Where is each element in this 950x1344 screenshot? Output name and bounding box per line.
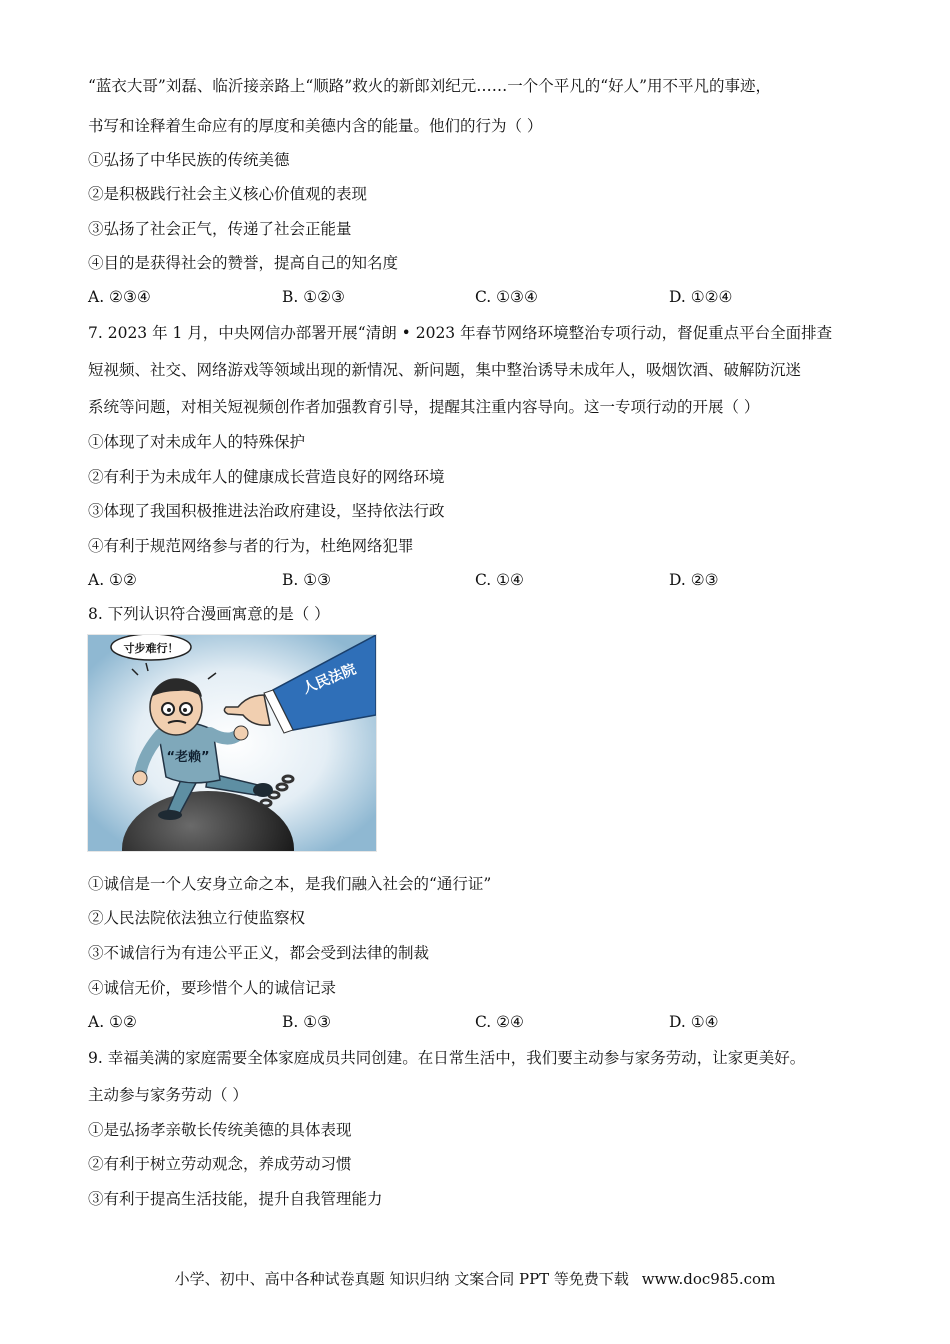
q7-stem-line-3: 系统等问题，对相关短视频创作者加强教育引导，提醒其注重内容导向。这一专项行动的开展（ ） — [88, 398, 760, 416]
q7-item-3: ③体现了我国积极推进法治政府建设，坚持依法行政 — [88, 502, 445, 520]
q7-option-d[interactable]: D. ②③ — [669, 571, 719, 589]
footer-link[interactable]: www.doc985.com — [641, 1270, 776, 1288]
q8-item-2: ②人民法院依法独立行使监察权 — [88, 909, 306, 927]
q6-option-a[interactable]: A. ②③④ — [88, 288, 151, 306]
cartoon-image — [87, 634, 377, 852]
page-footer — [0, 1268, 950, 1289]
q8-item-3: ③不诚信行为有违公平正义，都会受到法律的制裁 — [88, 944, 430, 962]
footer-text: 小学、初中、高中各种试卷真题 知识归纳 文案合同 PPT 等免费下载 — [174, 1270, 629, 1288]
q7-item-2: ②有利于为未成年人的健康成长营造良好的网络环境 — [88, 468, 445, 486]
q6-item-1: ①弘扬了中华民族的传统美德 — [88, 151, 290, 169]
q7-stem-line-2: 短视频、社交、网络游戏等领域出现的新情况、新问题，集中整治诱导未成年人，吸烟饮酒、破解防沉迷 — [88, 361, 802, 379]
q7-stem-line-1: 7. 2023 年 1 月，中央网信办部署开展“清朗 • 2023 年春节网络环境整治专项行动，督促重点平台全面排查 — [88, 324, 833, 342]
q7-item-1: ①体现了对未成年人的特殊保护 — [88, 433, 306, 451]
shirt-label: “老赖” — [166, 750, 210, 765]
q9-stem-line-2: 主动参与家务劳动（ ） — [88, 1086, 248, 1104]
q8-item-4: ④诚信无价，要珍惜个人的诚信记录 — [88, 979, 337, 997]
q6-item-4: ④目的是获得社会的赞誉，提高自己的知名度 — [88, 254, 399, 272]
q8-option-a[interactable]: A. ①② — [88, 1013, 137, 1031]
q8-option-d[interactable]: D. ①④ — [669, 1013, 719, 1031]
q8-option-c[interactable]: C. ②④ — [475, 1013, 524, 1031]
q8-option-b[interactable]: B. ①③ — [282, 1013, 332, 1031]
q6-stem-line-1: “蓝衣大哥”刘磊、临沂接亲路上“顺路”救火的新郎刘纪元……一个个平凡的“好人”用不平凡的事迹， — [88, 77, 772, 95]
q7-option-b[interactable]: B. ①③ — [282, 571, 332, 589]
q7-option-a[interactable]: A. ①② — [88, 571, 137, 589]
q9-stem-line-1: 9. 幸福美满的家庭需要全体家庭成员共同创建。在日常生活中，我们要主动参与家务劳动，让家更美好。 — [88, 1049, 806, 1067]
q6-item-2: ②是积极践行社会主义核心价值观的表现 — [88, 185, 368, 203]
speech-text: 寸步难行！ — [123, 642, 179, 655]
q8-stem: 8. 下列认识符合漫画寓意的是（ ） — [88, 605, 330, 623]
q9-item-3: ③有利于提高生活技能，提升自我管理能力 — [88, 1190, 383, 1208]
q6-option-c[interactable]: C. ①③④ — [475, 288, 538, 306]
q7-option-c[interactable]: C. ①④ — [475, 571, 524, 589]
sleeve-label: 人民法院 — [300, 661, 359, 698]
q9-item-2: ②有利于树立劳动观念，养成劳动习惯 — [88, 1155, 352, 1173]
q6-stem-line-2: 书写和诠释着生命应有的厚度和美德内含的能量。他们的行为（ ） — [88, 117, 543, 135]
q7-item-4: ④有利于规范网络参与者的行为，杜绝网络犯罪 — [88, 537, 414, 555]
q6-option-b[interactable]: B. ①②③ — [282, 288, 345, 306]
q9-item-1: ①是弘扬孝亲敬长传统美德的具体表现 — [88, 1121, 352, 1139]
q8-item-1: ①诚信是一个人安身立命之本，是我们融入社会的“通行证” — [88, 875, 492, 893]
q6-item-3: ③弘扬了社会正气，传递了社会正能量 — [88, 220, 352, 238]
q6-option-d[interactable]: D. ①②④ — [669, 288, 733, 306]
